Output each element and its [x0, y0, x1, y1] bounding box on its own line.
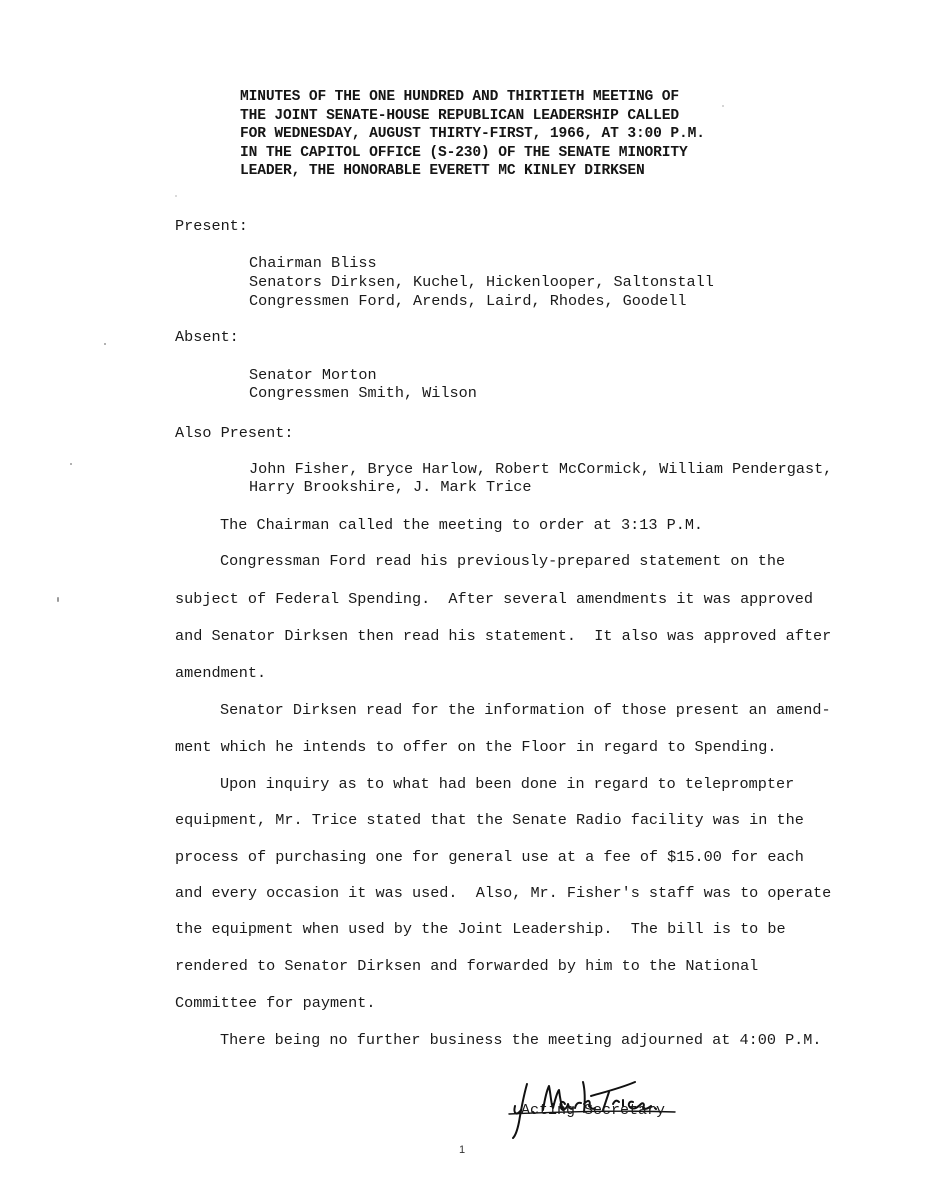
paragraph-line: There being no further business the meeting adjourned at 4:00 P.M. [220, 1031, 822, 1049]
also-present-label: Also Present: [175, 424, 294, 442]
heading-line: LEADER, THE HONORABLE EVERETT MC KINLEY DIRKSEN [240, 163, 645, 179]
paragraph-line: rendered to Senator Dirksen and forwarded by him to the National [175, 957, 759, 975]
heading-line: MINUTES OF THE ONE HUNDRED AND THIRTIETH MEETING OF [240, 89, 679, 105]
paragraph-line: Congressman Ford read his previously-prepared statement on the [220, 552, 786, 570]
signatory-title: Acting Secretary [521, 1102, 666, 1119]
also-present-line: Harry Brookshire, J. Mark Trice [249, 478, 532, 496]
absentee-line: Senator Morton [249, 366, 377, 384]
heading-line: THE JOINT SENATE-HOUSE REPUBLICAN LEADERSHIP CALLED [240, 108, 679, 124]
paragraph-line: the equipment when used by the Joint Leadership. The bill is to be [175, 920, 786, 938]
scan-speck [70, 463, 72, 465]
heading-line: FOR WEDNESDAY, AUGUST THIRTY-FIRST, 1966, AT 3:00 P.M. [240, 126, 705, 142]
scan-speck [722, 105, 724, 107]
attendee-line: Senators Dirksen, Kuchel, Hickenlooper, Saltonstall [249, 273, 714, 291]
scan-speck [175, 195, 177, 197]
also-present-line: John Fisher, Bryce Harlow, Robert McCormick, William Pendergast, [249, 460, 833, 478]
paragraph-line: equipment, Mr. Trice stated that the Senate Radio facility was in the [175, 811, 804, 829]
absentee-line: Congressmen Smith, Wilson [249, 384, 477, 402]
scan-speck [57, 597, 59, 602]
paragraph-line: subject of Federal Spending. After several amendments it was approved [175, 590, 813, 608]
paragraph-line: amendment. [175, 664, 267, 682]
paragraph-line: Committee for payment. [175, 994, 376, 1012]
page-number: 1 [459, 1144, 466, 1156]
paragraph-line: Senator Dirksen read for the information of those present an amend- [220, 701, 831, 719]
paragraph-line: and every occasion it was used. Also, Mr. Fisher's staff was to operate [175, 884, 832, 902]
paragraph-line: and Senator Dirksen then read his statement. It also was approved after [175, 627, 832, 645]
paragraph-line: process of purchasing one for general use at a fee of $15.00 for each [175, 848, 804, 866]
paragraph-line: ment which he intends to offer on the Floor in regard to Spending. [175, 738, 777, 756]
heading-line: IN THE CAPITOL OFFICE (S-230) OF THE SENATE MINORITY [240, 145, 688, 161]
absent-label: Absent: [175, 328, 239, 346]
paragraph-line: Upon inquiry as to what had been done in regard to teleprompter [220, 775, 795, 793]
present-label: Present: [175, 217, 248, 235]
attendee-line: Chairman Bliss [249, 254, 377, 272]
scan-speck [104, 343, 106, 345]
attendee-line: Congressmen Ford, Arends, Laird, Rhodes, Goodell [249, 292, 687, 310]
paragraph-line: The Chairman called the meeting to order at 3:13 P.M. [220, 516, 704, 534]
